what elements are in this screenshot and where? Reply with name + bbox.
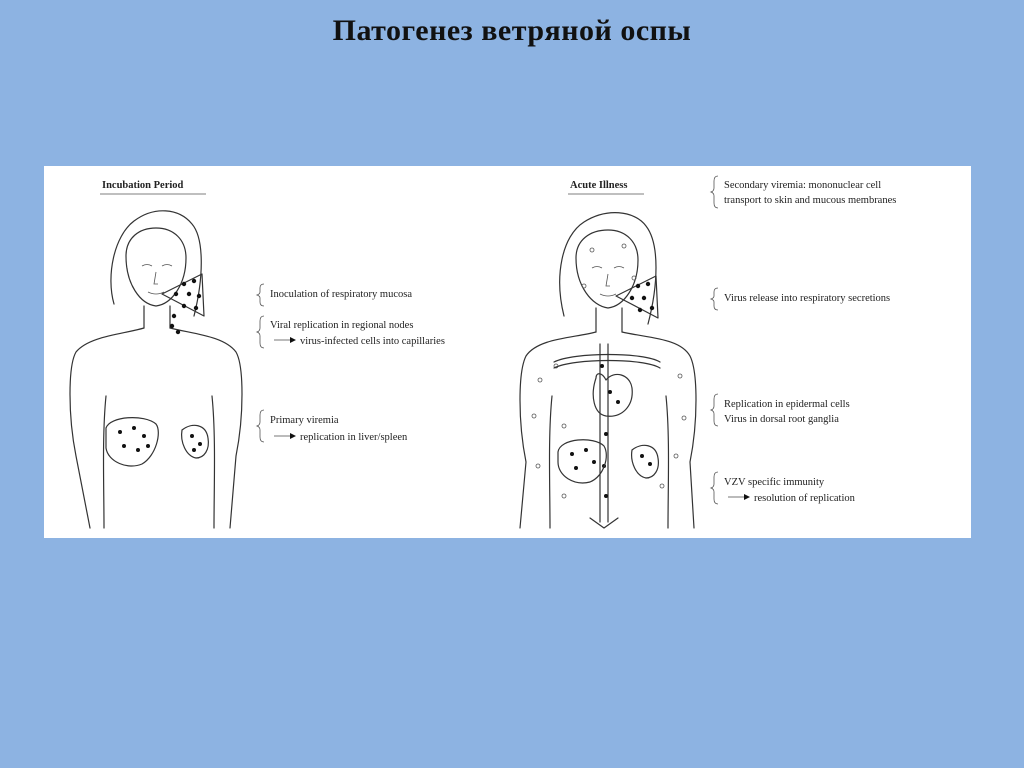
right-label-1-line1: Secondary viremia: mononuclear cell: [724, 180, 882, 191]
right-label-1: [711, 176, 896, 208]
left-label-2-line1: Viral replication in regional nodes: [270, 320, 414, 331]
right-label-4-line1: VZV specific immunity: [724, 477, 825, 488]
right-label-3: [711, 394, 850, 426]
left-spleen: [182, 425, 209, 458]
right-label-2-line1: Virus release into respiratory secretions: [724, 293, 891, 304]
right-circulation: [554, 344, 660, 528]
right-label-4-line2: resolution of replication: [754, 493, 855, 504]
left-label-2-line2: virus-infected cells into capillaries: [300, 336, 445, 347]
right-spleen: [632, 445, 659, 478]
right-label-2: [711, 288, 890, 310]
left-mucosa-virus-cluster: [162, 274, 204, 334]
left-label-2: [257, 316, 445, 348]
left-label-1: [257, 284, 412, 306]
right-liver: [558, 440, 606, 483]
left-label-3: [257, 410, 408, 443]
pathogenesis-diagram: [44, 166, 971, 538]
right-label-3-line1: Replication in epidermal cells: [724, 399, 850, 410]
left-label-3-line2: replication in liver/spleen: [300, 432, 408, 443]
slide-title: Патогенез ветряной оспы: [332, 14, 692, 47]
left-heading: Incubation Period: [102, 180, 184, 191]
left-body-outline: [70, 211, 242, 528]
diagram-panel: [44, 166, 971, 538]
right-heading: Acute Illness: [570, 180, 628, 191]
right-label-3-line2: Virus in dorsal root ganglia: [724, 414, 839, 425]
left-label-3-line1: Primary viremia: [270, 415, 339, 426]
left-figure: [70, 180, 445, 528]
right-figure: [520, 176, 896, 528]
left-label-1-line1: Inoculation of respiratory mucosa: [270, 289, 412, 300]
right-label-4: [711, 472, 856, 504]
right-label-1-line2: transport to skin and mucous membranes: [724, 195, 897, 206]
right-skin-lesions: [532, 244, 686, 498]
left-liver: [106, 418, 158, 466]
